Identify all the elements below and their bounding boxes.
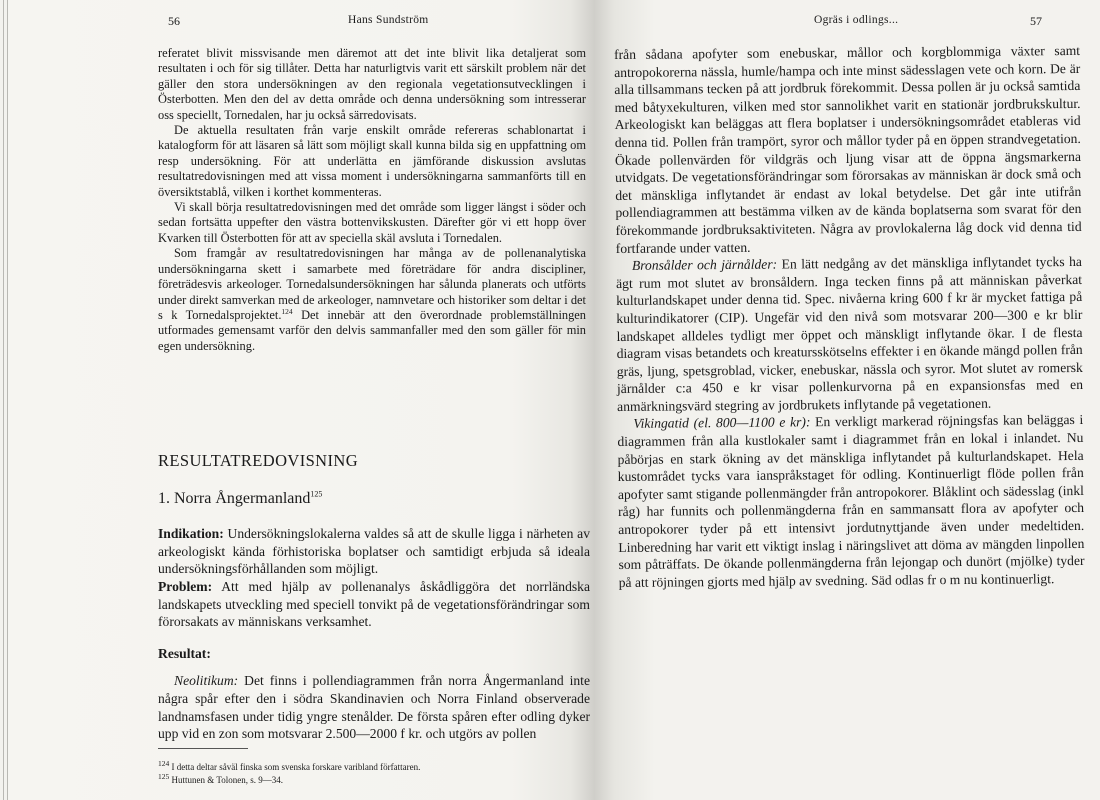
subsection-title: 1. Norra Ångermanland — [158, 489, 311, 507]
bronsalder-text: En lätt nedgång av det mänskliga inflytandet tycks ha ägt rum mot slutet av bronsåldern. Inga tecken finns på att människan påverkat kulturlandskapet under denna tid. Spec. nivåerna kring 600 f kr är mycket fattiga på kulturindikatorer (CIP). Ungefär vid den nivå som motsvarar 200—300 e kr blir landskapet alldeles tydligt mer öppet och mänskligt inflytande ökar. I de flesta diagram visas betandets och kreatursskötselns effekter i en ökande mängd pollen från gräs, ljung, spetsgroblad, vicker, enebuskar, nässla och syror. Mot slutet av romersk järnålder c:a 450 e kr visar pollenkurvorna på en expansionsfas med en anmärkningsvärd stegring av jordbrukets inflytande på vegetationen. — [616, 254, 1084, 414]
footnote-mark: 125 — [158, 772, 170, 781]
problem-label: Problem: — [158, 578, 213, 594]
footnote — [158, 759, 421, 773]
paragraph: Vi skall börja resultatredovisningen med det område som ligger längst i söder och sedan fortsätta uppefter den västra bottenvikskusten. Därefter gör vi ett hopp över Kvarken till Österbotten för att av speciella skäl avsluta i Tornedalen. — [158, 200, 586, 245]
bronsalder-label: Bronsålder och järnålder: — [631, 256, 778, 273]
footnote-text: Huttunen & Tolonen, s. 9—34. — [169, 775, 283, 785]
footnote-ref: 125 — [310, 489, 323, 499]
resultat-label: Resultat: — [158, 645, 211, 661]
left-page — [8, 0, 594, 800]
neolitikum-text: Det finns i pollendiagrammen från norra Ångermanland inte några spår efter den i södra Skandinavien och Norra Finland observerade landnamsfasen under tidig yngre stenålder. De första spåren efter odling dyker upp vid en zon som motsvarar 2.500—2000 f kr. och utgörs av pollen — [158, 673, 590, 742]
problem-text: Att med hjälp av pollenanalys åskådliggöra det norrländska landskapets utveckling med speciell tonvikt på de vegetationsförändringar som förorsakats av människans verksamhet. — [158, 578, 590, 630]
paragraph-text: Det innebär att den överordnade problemställningen utformades gemensamt varför den delvis sammanfaller med den som gäller för min egen undersökning. — [158, 307, 586, 353]
neolitikum-label: Neolitikum: — [174, 673, 239, 689]
right-page-number: 57 — [1030, 14, 1042, 28]
footnote-mark: 124 — [158, 759, 170, 768]
indikation-text: Undersökningslokalerna valdes så att de skulle ligga i närheten av arkeologiskt kända förhistoriska boplatser och samtidigt erbjuda så ideala undersökningsförhållanden som möjligt. — [158, 526, 590, 577]
right-body-text — [614, 42, 1085, 591]
vikingatid-label: Vikingatid (el. 800—1100 e kr): — [633, 414, 811, 432]
section-heading: RESULTATREDOVISNING — [158, 451, 359, 470]
problem-paragraph — [158, 578, 590, 631]
footnote-rule — [158, 748, 248, 749]
bronsalder-paragraph — [616, 253, 1083, 415]
footnote-ref: 124 — [281, 306, 293, 316]
right-running-head: Ogräs i odlings... — [814, 14, 899, 26]
results-section — [158, 452, 590, 743]
paragraph — [158, 246, 586, 354]
left-page-number: 56 — [168, 14, 180, 28]
paragraph: från sådana apofyter som enebuskar, mållor och korgblommiga växter samt antropokorerna nässla, humle/hampa och inte minst sädesslagen vete och korn. De är alla tillsammans tecken på att jordbruk förekommit. Dessa pollen är ju också samtida med båtyxekulturen, vilken med stor sannolikhet varit en stationär jordbrukskultur. Arkeologiskt kan beläggas att flera boplatser i undersökningsområdet etableras vid denna tid. Pollen från trampört, syror och mållor tyder på en öppen strandvegetation. Ökade pollenvärden för vildgräs och ljung visar att de öppna ängsmarkerna utvidgats. De vegetationsförändringar som förorsakas av människan är dock små och det mänskliga inflytandet är endast av lokal betydelse. Det går inte utifrån pollendiagrammen att bestämma vilken av de kända boplatserna som svarat för den förekommande jordbruksaktiviteten. Några av provlokalerna låg dock vid denna tid fortfarande under vatten. — [614, 42, 1082, 256]
footnote — [158, 772, 283, 786]
vikingatid-paragraph — [617, 411, 1085, 591]
indikation-paragraph — [158, 525, 590, 578]
subsection-heading — [158, 490, 590, 508]
paragraph: De aktuella resultaten från varje enskilt område refereras schablonartat i katalogform för att läsaren så lätt som möjligt skall kunna bilda sig en uppfattning om resp undersökning. För att underlätta en jämförande diskussion avslutas resultatredovisningen med att vissa moment i undersökningarna sammanförts till en översiktstablå, vilken i korthet kommenteras. — [158, 123, 586, 199]
right-page — [594, 0, 1100, 800]
neolitikum-paragraph — [158, 672, 590, 742]
left-running-head: Hans Sundström — [348, 14, 429, 26]
paragraph: referatet blivit missvisande men däremot att det inte blivit lika detaljerat som resultaten i och för sig tillåter. Detta har naturligtvis varit ett särskilt problem när det gäller den stora undersökningen av den regionala vegetationsutvecklingen i Österbotten. Men den del av detta område och denna undersökning som intresserar oss speciellt, Tornedalen, har ju också särredovisats. — [158, 46, 586, 122]
footnote-text: I detta deltar såväl finska som svenska forskare varibland författaren. — [169, 762, 421, 772]
indikation-label: Indikation: — [158, 526, 224, 542]
vikingatid-text: En verkligt markerad röjningsfas kan beläggas i diagrammen från alla kustlokaler samt i diagrammet från en lokal i inlandet. Nu påbörjas en stark ökning av det mänskliga inflytandet på kulturlandskapet. Hela kustområdet tycks vara ianspråkstaget för odling. Kontinuerligt flöde pollen från apofyter samt stigande pollenmängder från antropokorer. Blåklint och sädesslag (inkl råg) har funnits och pollenmängderna från en sammansatt flora av apofyter och antropokorer tyder på ett intensivt jordutnyttjande även under medeltiden. Linberedning har varit ett viktigt inslag i näringslivet att döma av mängden linpollen som påträffats. De ökande pollenmängderna från lejongap och dunört (mjölke) tyder på att röjningen gjorts med hjälp av svedning. Säd odlas fr o m nu kontinuerligt. — [617, 412, 1085, 590]
paragraph-text: Som framgår av resultatredovisningen har många av de pollenanalytiska undersökningarna skett i samarbete med företrädare för andra discipliner, företrädesvis arkeologer. Tornedalsundersökningen har sålunda planerats och utförts under direkt samverkan med de arkeologer, namnvetare och historiker som deltar i det s k Tornedalsprojektet. — [158, 246, 586, 322]
resultat-label-line — [158, 645, 590, 663]
left-intro-text — [158, 46, 586, 354]
